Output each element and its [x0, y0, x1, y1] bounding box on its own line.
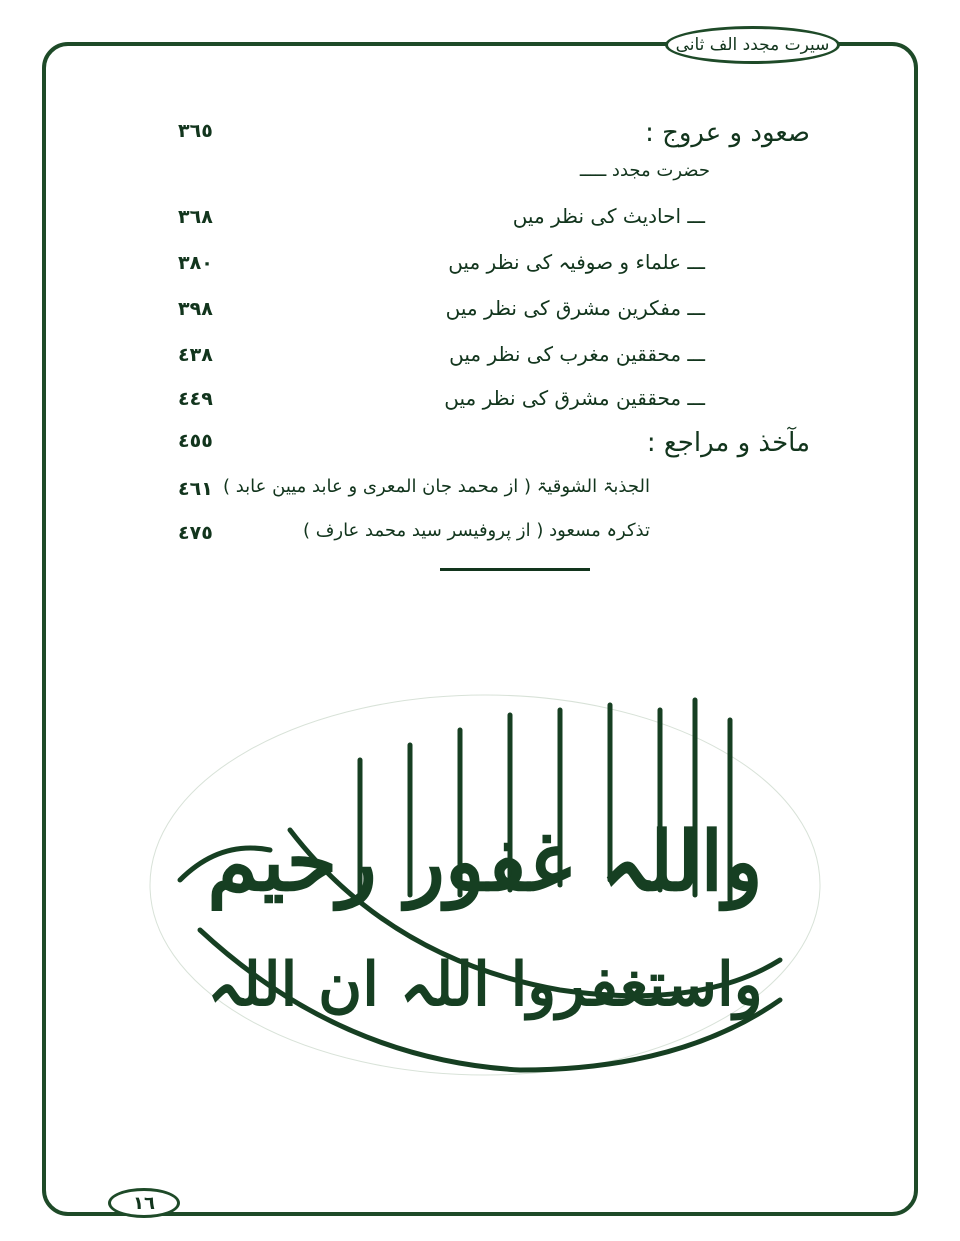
toc-heading: صعود و عروج :	[645, 118, 810, 148]
toc-page-number: ٤٥٥	[178, 430, 213, 452]
toc-page-number: ٤٦١	[178, 478, 213, 500]
toc-row	[150, 476, 810, 516]
toc-entry-title: ـــ احادیث کی نظر میں	[512, 204, 705, 228]
toc-entry-title: ـــ علماء و صوفیہ کی نظر میں	[448, 250, 705, 274]
calligraphy-panel	[140, 660, 830, 1110]
toc-page-number: ٤٣٨	[178, 344, 213, 366]
page-number: ١٦	[133, 1192, 155, 1214]
toc-entry-title: ـــ محققین مغرب کی نظر میں	[449, 342, 705, 366]
toc-page-number: ٣٦٥	[178, 120, 213, 142]
toc-entry-title: ـــ مفکرین مشرق کی نظر میں	[445, 296, 705, 320]
running-header	[665, 26, 840, 64]
toc-source-title: الجذبۃ الشوقیۃ ( از محمد جان المعری و عابد میین عابد )	[222, 476, 650, 497]
toc-page-number: ٣٩٨	[178, 298, 213, 320]
toc-row	[150, 250, 810, 290]
calligraphy-line-2: واستغفروا اللہ ان اللہ	[207, 950, 763, 1020]
toc-row	[150, 296, 810, 336]
toc-row	[150, 428, 810, 468]
toc-page-number: ٣٨٠	[178, 252, 213, 274]
toc-row	[150, 520, 810, 560]
toc-source-title: تذکرہ مسعود ( از پروفیسر سید محمد عارف )	[302, 520, 650, 541]
toc-row	[150, 386, 810, 426]
toc-page-number: ٤٧٥	[178, 522, 213, 544]
toc-row	[150, 342, 810, 382]
toc-subheading: حضرت مجدد ـــــ	[579, 160, 710, 181]
calligraphy-art	[140, 660, 830, 1110]
toc-row	[150, 118, 810, 158]
calligraphy-line-1: واللہ غفور رحیم	[207, 814, 763, 910]
page-number-badge	[108, 1188, 180, 1218]
toc-page-number: ٣٦٨	[178, 206, 213, 228]
toc-page-number: ٤٤٩	[178, 388, 213, 410]
running-header-title: سیرت مجدد الف ثانی	[675, 35, 830, 55]
section-divider	[440, 568, 590, 571]
toc-row	[150, 160, 810, 200]
toc-heading: مآخذ و مراجع :	[646, 428, 810, 458]
toc-row	[150, 204, 810, 244]
toc-entry-title: ـــ محققین مشرق کی نظر میں	[444, 386, 705, 410]
